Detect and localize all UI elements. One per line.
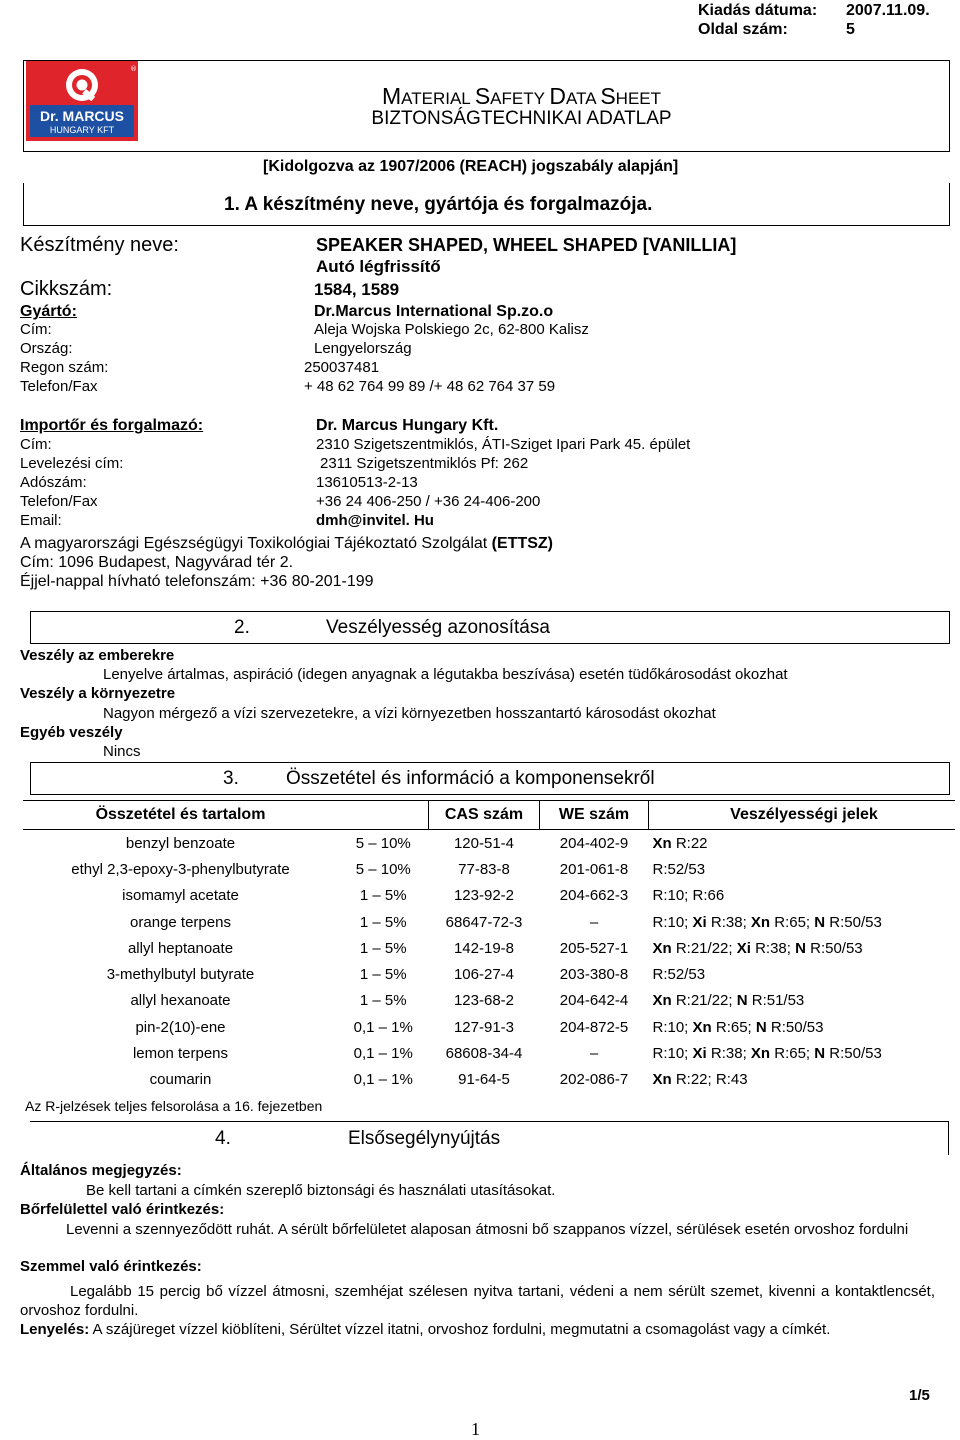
importer-label: Importőr és forgalmazó: — [20, 417, 204, 434]
hazard-part: R:52/53 — [652, 966, 706, 984]
mail-address: 2311 Szigetszentmiklós Pf: 262 — [320, 455, 529, 472]
product-label: Készítmény neve: — [20, 234, 179, 256]
ettsz-abbr: (ETTSZ) — [491, 535, 553, 552]
swallow-text: A szájüreget vízzel kiöblíteni, Sérültet vízzel itatni, orvoshoz fordulni, megmutatni a csomagolást vagy a címkét. — [89, 1321, 831, 1338]
importer-phone-label: Telefon/Fax — [20, 493, 98, 510]
product-type: Autó légfrissítő — [316, 257, 441, 276]
ettsz-address: Cím: 1096 Budapest, Nagyvárad tér 2. — [20, 554, 294, 571]
section-4-heading: Elsősegélynyújtás — [348, 1128, 501, 1149]
component-we: 203-380-8 — [559, 966, 629, 984]
article-label: Cikkszám: — [20, 278, 113, 300]
hazard-part: N — [755, 1018, 767, 1036]
component-name: isomamyl acetate — [122, 887, 239, 905]
table-row — [23, 883, 955, 909]
ettsz-phone: Éjjel-nappal hívható telefonszám: +36 80-201-199 — [20, 573, 374, 590]
country-label: Ország: — [20, 340, 73, 357]
hazard-part: R:50/53 — [825, 913, 882, 931]
msds-title: MATERIAL SAFETY DATA SHEET — [381, 83, 662, 109]
table-header-row — [23, 801, 955, 830]
component-hazard — [649, 1014, 956, 1040]
section-3-heading: Összetétel és információ a komponensekről — [286, 768, 655, 789]
eye-contact-text: Legalább 15 percig bő vízzel átmosni, szemhéjat szélesen nyitva tartani, védeni a nem sérült szemet, kivenni a kontaktlencsét, orvoshoz fordulni. — [20, 1283, 935, 1319]
component-we: 205-527-1 — [559, 939, 629, 957]
hazard-part: Xn — [652, 939, 672, 957]
swallow-label: Lenyelés: — [20, 1321, 90, 1338]
section-2-heading-box — [30, 611, 950, 644]
component-name: coumarin — [149, 1071, 212, 1089]
svg-text:®: ® — [130, 65, 137, 73]
component-name: lemon terpens — [132, 1045, 229, 1063]
component-hazard — [649, 830, 956, 857]
issue-date-label: Kiadás dátuma: — [698, 2, 818, 19]
section-2-heading: Veszélyesség azonosítása — [326, 617, 550, 638]
hazard-part: R:22; R:43 — [671, 1071, 748, 1089]
article-number: 1584, 1589 — [314, 280, 400, 299]
component-cas: 68647-72-3 — [445, 913, 523, 931]
section-3-heading-box — [30, 762, 950, 795]
hazard-part: R:65; — [711, 1018, 756, 1036]
env-hazard-text: Nagyon mérgező a vízi szervezetekre, a vízi környezetben hosszantartó károsodást okozhat — [103, 705, 716, 722]
component-hazard — [649, 1040, 956, 1066]
component-we: 204-662-3 — [559, 887, 629, 905]
component-we: 202-086-7 — [559, 1071, 629, 1089]
other-hazard-label: Egyéb veszély — [20, 724, 123, 741]
hazard-part: R:50/53 — [825, 1045, 882, 1063]
product-name: SPEAKER SHAPED, WHEEL SHAPED [VANILLIA] — [316, 235, 737, 255]
hazard-part: R:38; — [706, 1045, 751, 1063]
component-cas: 77-83-8 — [458, 860, 510, 878]
table-row — [23, 988, 955, 1014]
table-row — [23, 935, 955, 961]
logo-brand: Dr. MARCUS — [39, 108, 125, 124]
section-3-number: 3. — [223, 768, 239, 789]
component-hazard — [649, 909, 956, 935]
component-hazard — [649, 1067, 956, 1093]
hazard-part: R:22 — [671, 834, 708, 852]
reach-note: [Kidolgozva az 1907/2006 (REACH) jogszabály alapján] — [263, 158, 679, 175]
importer-name: Dr. Marcus Hungary Kft. — [316, 417, 499, 434]
hazard-part: Xn — [652, 1071, 672, 1089]
section-1-heading: 1. A készítmény neve, gyártója és forgalmazója. — [224, 194, 653, 215]
component-hazard — [649, 856, 956, 882]
mail-label: Levelezési cím: — [20, 455, 124, 472]
skin-contact-text: Levenni a szennyeződött ruhát. A sérült bőrfelületet alaposan átmosni bő szappanos vízzel, sérülések esetén orvoshoz fordulni — [66, 1221, 909, 1238]
hazard-part: Xn — [692, 1018, 712, 1036]
regon-value: 250037481 — [304, 359, 380, 376]
component-hazard — [649, 883, 956, 909]
table-row — [23, 856, 955, 882]
country-value: Lengyelország — [314, 340, 412, 357]
component-cas: 123-68-2 — [453, 992, 515, 1010]
hazard-part: R:38; — [706, 913, 751, 931]
component-hazard — [649, 961, 956, 987]
component-percent: 0,1 – 1% — [353, 1018, 413, 1036]
component-cas: 120-51-4 — [453, 834, 515, 852]
col-header-content: Összetétel és tartalom — [23, 801, 338, 830]
component-cas: 127-91-3 — [453, 1018, 515, 1036]
component-cas: 123-92-2 — [453, 887, 515, 905]
page-fraction: 1/5 — [909, 1387, 930, 1404]
component-percent: 1 – 5% — [359, 887, 407, 905]
hazard-part: Xi — [692, 1045, 707, 1063]
component-name: benzyl benzoate — [125, 834, 236, 852]
other-hazard-text: Nincs — [103, 743, 141, 760]
msds-subtitle: BIZTONSÁGTECHNIKAI ADATLAP — [371, 108, 672, 129]
section-4-number: 4. — [215, 1128, 231, 1149]
table-row — [23, 909, 955, 935]
hazard-part: Xn — [750, 913, 771, 931]
hazard-part: R:21/22; — [671, 939, 737, 957]
hazard-part: Xi — [736, 939, 751, 957]
maker-label: Gyártó: — [20, 303, 77, 320]
hazard-part: N — [814, 913, 826, 931]
component-we: – — [589, 913, 599, 931]
component-we: 204-642-4 — [559, 992, 629, 1010]
hazard-part: R:10; — [652, 1018, 693, 1036]
swallow-line — [20, 1321, 830, 1338]
table-row — [23, 1040, 955, 1066]
component-percent: 1 – 5% — [359, 939, 407, 957]
component-name: allyl hexanoate — [130, 992, 231, 1010]
component-hazard — [649, 935, 956, 961]
hazard-part: N — [814, 1045, 826, 1063]
component-percent: 1 – 5% — [359, 966, 407, 984]
human-hazard-text: Lenyelve ártalmas, aspiráció (idegen anyagnak a légutakba beszívása) esetén tüdőkárosodást okozhat — [103, 666, 788, 683]
component-cas: 142-19-8 — [453, 939, 515, 957]
ettsz-text: A magyarországi Egészségügyi Toxikológiai Tájékoztató Szolgálat — [20, 535, 492, 552]
ettsz-line — [20, 535, 553, 553]
maker-phone: + 48 62 764 99 89 /+ 48 62 764 37 59 — [304, 378, 556, 395]
component-percent: 0,1 – 1% — [353, 1071, 413, 1089]
hazard-part: R:65; — [770, 913, 815, 931]
hazard-part: Xn — [750, 1045, 771, 1063]
section-2-number: 2. — [234, 617, 250, 638]
hazard-part: R:65; — [770, 1045, 815, 1063]
email-label: Email: — [20, 512, 62, 529]
col-header-hazard: Veszélyességi jelek — [649, 801, 956, 830]
col-header-cas: CAS szám — [429, 801, 540, 830]
importer-address-label: Cím: — [20, 436, 52, 453]
component-percent: 1 – 5% — [359, 992, 407, 1010]
component-we: 204-402-9 — [559, 834, 629, 852]
regon-label: Regon szám: — [20, 359, 109, 376]
tax-label: Adószám: — [20, 474, 87, 491]
hazard-part: R:50/53 — [805, 939, 863, 957]
hazard-part: Xi — [692, 913, 707, 931]
page-count-value: 5 — [846, 21, 855, 38]
component-cas: 91-64-5 — [458, 1071, 510, 1089]
hazard-part: R:21/22; — [671, 992, 737, 1010]
hazard-part: R:10; — [652, 913, 693, 931]
component-cas: 106-27-4 — [453, 966, 515, 984]
component-hazard — [649, 988, 956, 1014]
component-name: allyl heptanoate — [127, 939, 234, 957]
maker-address: Aleja Wojska Polskiego 2c, 62-800 Kalisz — [314, 321, 589, 338]
maker-address-label: Cím: — [20, 321, 52, 338]
r-phrase-note: Az R-jelzések teljes felsorolása a 16. fejezetben — [25, 1098, 323, 1114]
component-percent: 1 – 5% — [359, 913, 407, 931]
maker-phone-label: Telefon/Fax — [20, 378, 98, 395]
table-row — [23, 961, 955, 987]
importer-phone: +36 24 406-250 / +36 24-406-200 — [316, 493, 541, 510]
hazard-part: Xn — [652, 992, 672, 1010]
composition-table — [23, 800, 955, 1093]
hazard-part: R:52/53 — [652, 860, 706, 878]
human-hazard-label: Veszély az emberekre — [20, 647, 175, 664]
hazard-part: Xn — [652, 834, 672, 852]
hazard-part: R:38; — [750, 939, 796, 957]
component-name: ethyl 2,3-epoxy-3-phenylbutyrate — [71, 860, 290, 878]
component-we: – — [589, 1045, 599, 1063]
hazard-part: R:10; R:66 — [652, 887, 725, 905]
importer-address: 2310 Szigetszentmiklós, ÁTI-Sziget Ipari Park 45. épület — [316, 436, 691, 453]
section-1-heading-box — [23, 183, 950, 226]
col-header-we: WE szám — [540, 801, 649, 830]
page-number: 1 — [471, 1419, 480, 1439]
component-name: orange terpens — [130, 913, 231, 931]
general-note-label: Általános megjegyzés: — [20, 1162, 182, 1179]
component-name: 3-methylbutyl butyrate — [106, 966, 255, 984]
component-percent: 5 – 10% — [355, 834, 411, 852]
email-value[interactable]: dmh@invitel. Hu — [316, 512, 434, 529]
section-4-heading-box — [30, 1121, 949, 1155]
hazard-part: R:51/53 — [747, 992, 805, 1010]
skin-contact-label: Bőrfelülettel való érintkezés: — [20, 1201, 225, 1218]
hazard-part: R:10; — [652, 1045, 693, 1063]
hazard-part: R:50/53 — [766, 1018, 824, 1036]
env-hazard-label: Veszély a környezetre — [20, 685, 176, 702]
component-percent: 0,1 – 1% — [353, 1045, 413, 1063]
component-we: 201-061-8 — [559, 860, 629, 878]
component-name: pin-2(10)-ene — [135, 1018, 226, 1036]
issue-date-value: 2007.11.09. — [846, 2, 930, 19]
title-box — [23, 60, 950, 152]
table-row — [23, 830, 955, 857]
hazard-part: N — [795, 939, 806, 957]
component-cas: 68608-34-4 — [445, 1045, 523, 1063]
component-percent: 5 – 10% — [355, 860, 411, 878]
logo-sub: HUNGARY KFT — [49, 125, 115, 135]
page-count-label: Oldal szám: — [698, 21, 788, 38]
hazard-part: N — [736, 992, 748, 1010]
general-note-text: Be kell tartani a címkén szereplő biztonsági és használati utasításokat. — [86, 1182, 556, 1199]
tax-number: 13610513-2-13 — [316, 474, 418, 491]
table-row — [23, 1014, 955, 1040]
component-we: 204-872-5 — [559, 1018, 629, 1036]
maker-name: Dr.Marcus International Sp.zo.o — [314, 303, 554, 320]
eye-contact-label: Szemmel való érintkezés: — [20, 1258, 202, 1275]
table-row — [23, 1067, 955, 1093]
